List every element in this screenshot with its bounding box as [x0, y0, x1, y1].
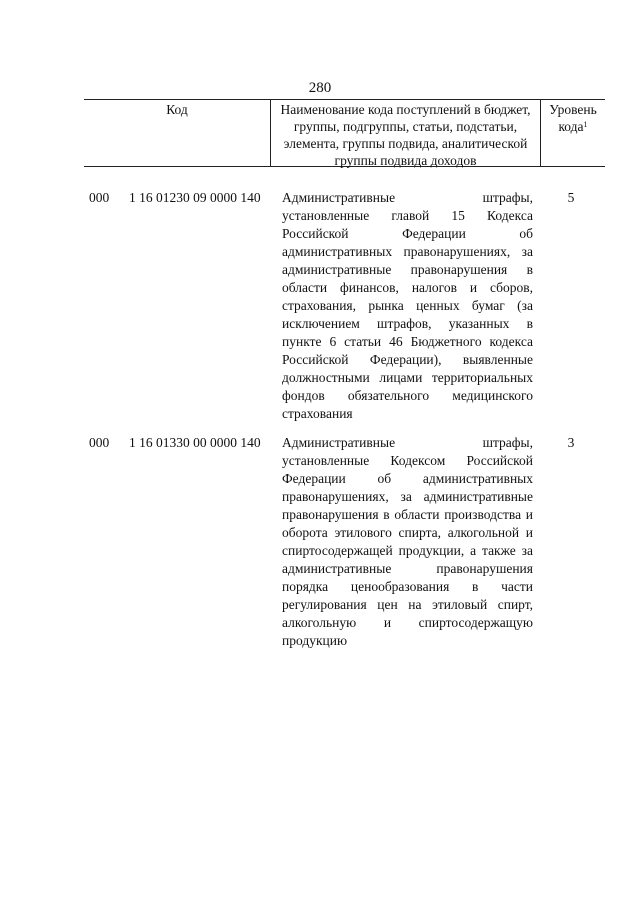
header-level-label: Уровень кода: [549, 102, 597, 134]
table-header: [84, 99, 605, 167]
page-number: 280: [308, 80, 332, 96]
header-code: [84, 100, 271, 166]
row-group-code: 000: [89, 435, 110, 450]
header-name-label: Наименование кода поступлений в бюджет, группы, подгруппы, статьи, подстатьи, элемента, группы подвида, аналитической группы подвида доходов: [280, 102, 531, 168]
row-level: 3: [567, 435, 575, 450]
row-name: Административные штрафы, установленные главой 15 Кодекса Российской Федерации об административных правонарушениях, за административные правонарушения в области финансов, налогов и сборов, страхования, рынка ценных бумаг (за исключением штрафов, указанных в пункте 6 статьи 46 Бюджетного кодекса Российской Федерации), выявленные должностными лицами территориальных фондов обязательного медицинского страхования: [282, 190, 533, 421]
row-name: Административные штрафы, установленные Кодексом Российской Федерации об административных правонарушениях, за административные правонарушения в области производства и оборота этилового спирта, алкогольной и спиртосодержащей продукции, а также за административные правонарушения порядка ценообразования в части регулирования цен на этиловый спирт, алкогольную и спиртосодержащую продукцию: [282, 435, 533, 648]
header-code-label: Код: [166, 102, 188, 117]
header-name: [271, 100, 541, 166]
header-level: [541, 100, 605, 166]
row-group-code: 000: [89, 190, 110, 205]
row-revenue-code: 1 16 01230 09 0000 140: [129, 190, 261, 205]
row-level: 5: [567, 190, 575, 205]
row-revenue-code: 1 16 01330 00 0000 140: [129, 435, 261, 450]
footnote-marker: 1: [583, 120, 588, 129]
